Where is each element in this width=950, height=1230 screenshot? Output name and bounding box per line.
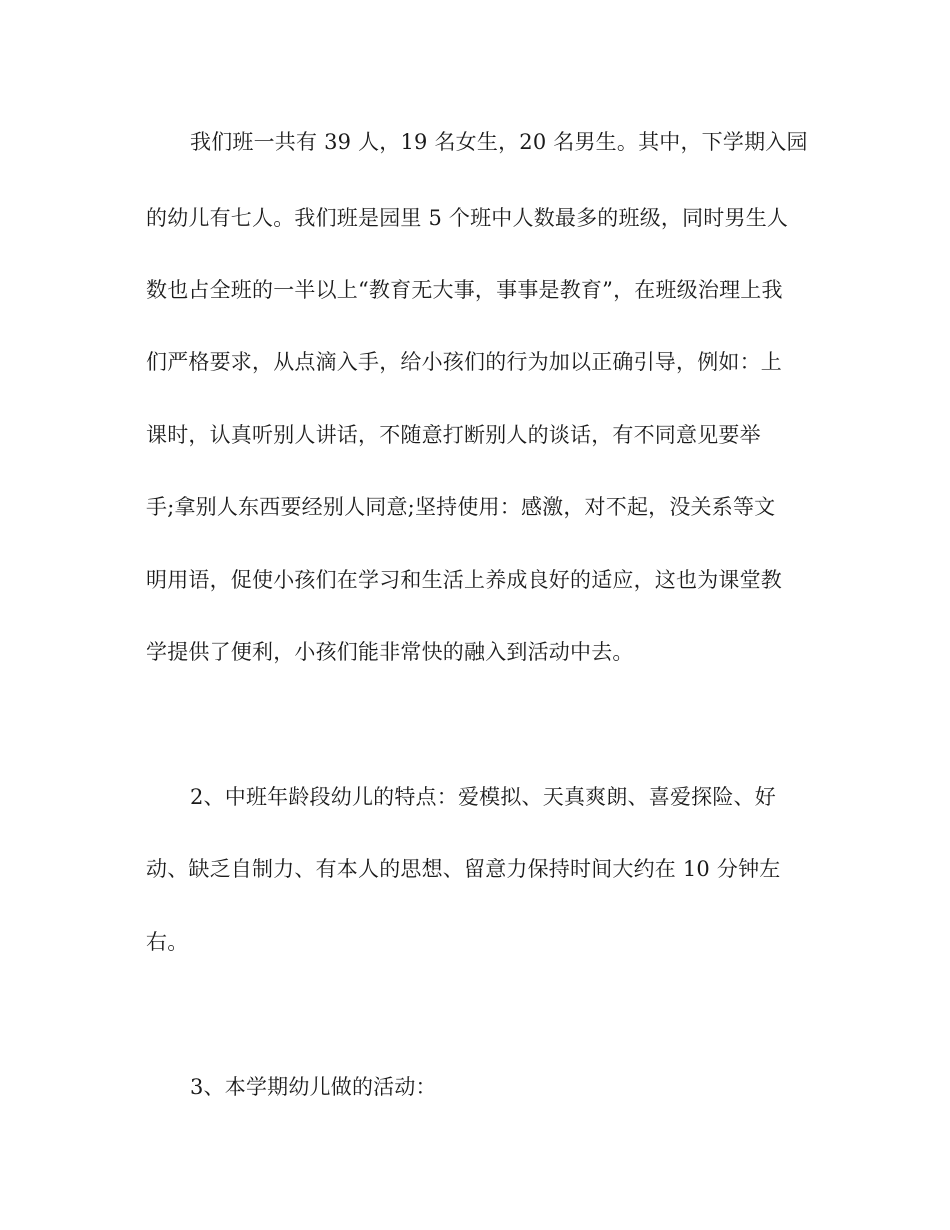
text-line: 学提供了便利，小孩们能非常快的融入到活动中去。	[146, 640, 634, 664]
text-line: 手;拿别人东西要经别人同意;坚持使用：感激，对不起，没关系等文	[146, 495, 776, 519]
text-line: 数也占全班的一半以上“教育无大事，事事是教育”，在班级治理上我	[146, 278, 783, 302]
text-line: 课时，认真听别人讲话，不随意打断别人的谈话，有不同意见要举	[146, 423, 761, 447]
text-line: 的幼儿有七人。我们班是园里 5 个班中人数最多的班级，同时男生人	[146, 206, 789, 230]
text-line: 右。	[146, 930, 189, 954]
text-line: 们严格要求，从点滴入手，给小孩们的行为加以正确引导，例如：上	[146, 350, 782, 374]
text-line: 2、中班年龄段幼儿的特点：爱模拟、天真爽朗、喜爱探险、好	[190, 785, 776, 809]
text-line: 明用语，促使小孩们在学习和生活上养成良好的适应，这也为课堂教	[146, 568, 782, 592]
text-line: 我们班一共有 39 人，19 名女生，20 名男生。其中，下学期入园	[190, 130, 808, 154]
text-line: 3、本学期幼儿做的活动：	[190, 1075, 437, 1099]
text-line: 动、缺乏自制力、有本人的思想、留意力保持时间大约在 10 分钟左	[146, 857, 781, 881]
